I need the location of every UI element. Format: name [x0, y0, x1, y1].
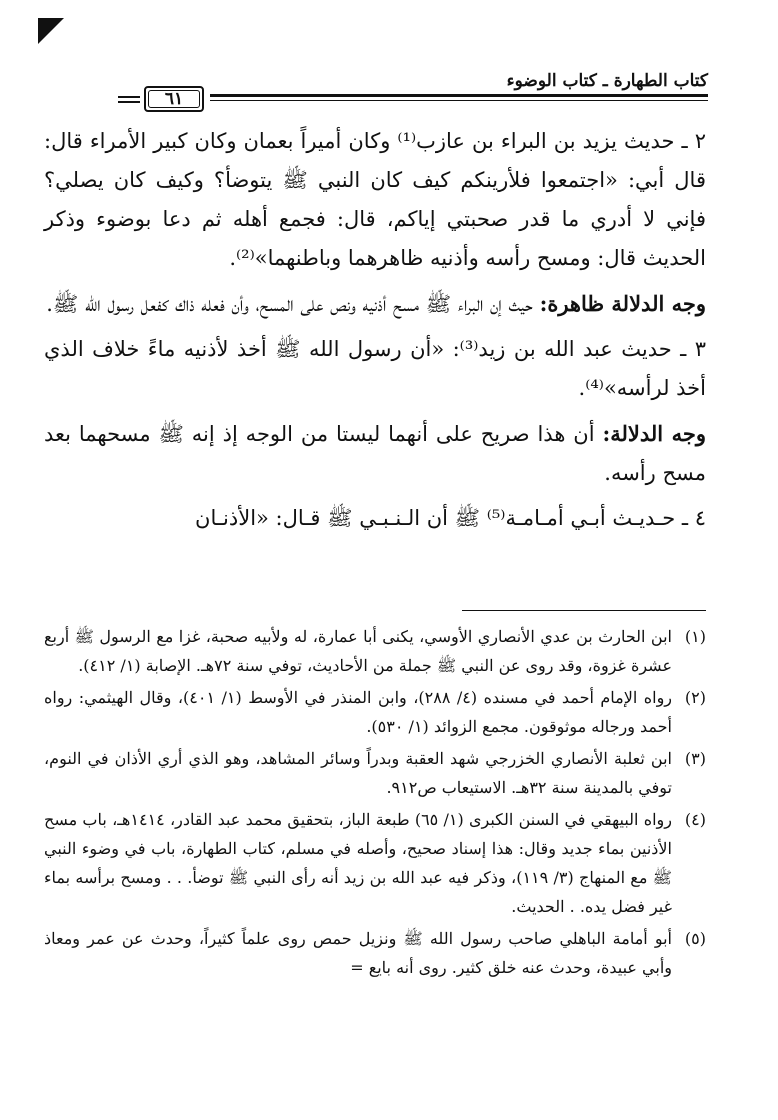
- hadith-2-paragraph: ٢ ـ حديث يزيد بن البراء بن عازب⁽¹⁾ وكان أميراً بعمان وكان كبير الأمراء قال: قال أبي: «اجتمعوا فلأرينكم كيف كان النبي ﷺ يتوضأ؟ وكيف كان يصلي؟ فإني لا أدري ما قدر صحبتي إياكم، قال: فجمع أهله ثم دعا بوضوء وذكر الحديث قال: ومسح رأسه وأذنيه ظاهرهما وباطنهما»⁽²⁾.: [44, 129, 706, 270]
- footnote-2: [44, 683, 706, 741]
- header-rule: [210, 94, 708, 101]
- indication-text-1: حيث إن البراء ﷺ مسح أذنيه ونص على المسح، وأن فعله ذاك كفعل رسول الله ﷺ.: [46, 292, 533, 316]
- indication-paragraph-2: [44, 414, 706, 493]
- indication-paragraph-1: [44, 284, 706, 324]
- footnote-5: [44, 924, 706, 982]
- footnote-text: ابن ثعلبة الأنصاري الخزرجي شهد العقبة وبدراً وسائر المشاهد، وهو الذي أري الأذان في النوم، توفي بالمدينة سنة ٣٢هـ. الاستيعاب ص٩١٢.: [44, 749, 672, 797]
- hadith-3-paragraph: ٣ ـ حديث عبد الله بن زيد⁽³⁾: «أن رسول الله ﷺ أخذ لأذنيه ماءً خلاف الذي أخذ لرأسه»⁽⁴⁾.: [44, 337, 706, 400]
- indication-label-2: وجه الدلالة:: [602, 421, 706, 446]
- footnote-separator: [462, 610, 706, 611]
- indication-text-2: أن هذا صريح على أنهما ليستا من الوجه إذ إنه ﷺ مسحهما بعد مسح رأسه.: [44, 422, 706, 485]
- footnote-number: (٢): [684, 688, 706, 707]
- page-number-frame: [118, 86, 210, 112]
- footnote-number: (١): [684, 627, 706, 646]
- footnote-4: [44, 805, 706, 921]
- page-number-inner-border: [148, 90, 200, 108]
- footnote-number: (٤): [684, 810, 706, 829]
- frame-left-line-2: [118, 101, 140, 103]
- footnote-number: (٣): [684, 749, 706, 768]
- footnote-3: [44, 744, 706, 802]
- corner-crop-mark: [38, 18, 64, 44]
- page-number: ٦١: [164, 89, 184, 109]
- footnote-text: ابن الحارث بن عدي الأنصاري الأوسي، يكنى أبا عمارة، له ولأبيه صحبة، غزا مع الرسول ﷺ أربع عشرة غزوة، وقد روى عن النبي ﷺ جملة من الأحاديث، توفي سنة ٧٢هـ. الإصابة (١/ ٤١٢).: [44, 627, 672, 675]
- footnotes-section: [44, 622, 706, 985]
- running-header-title: كتاب الطهارة ـ كتاب الوضوء: [506, 71, 708, 91]
- indication-label-1: وجه الدلالة ظاهرة:: [539, 291, 706, 316]
- footnote-text: رواه الإمام أحمد في مسنده (٤/ ٢٨٨)، وابن المنذر في الأوسط (١/ ٤٠١)، وقال الهيثمي: رواه أحمد ورجاله موثوقون. مجمع الزوائد (١/ ٥٣٠).: [44, 688, 673, 736]
- frame-left-line: [118, 96, 140, 98]
- footnote-text: أبو أمامة الباهلي صاحب رسول الله ﷺ ونزيل حمص روى علماً كثيراً، وحدث عن عمر ومعاذ وأبي عبيدة، وحدث عنه خلق كثير. روى أنه بايع =: [44, 929, 672, 977]
- main-body-text: [44, 122, 706, 544]
- page-number-box: [144, 86, 204, 112]
- hadith-4-paragraph: ٤ ـ حـديـث أبـي أمـامـة⁽⁵⁾ ﷺ أن الـنـبـي ﷺ قـال: «الأذنـان: [195, 506, 706, 530]
- footnote-text: رواه البيهقي في السنن الكبرى (١/ ٦٥) طبعة الباز، بتحقيق محمد عبد القادر، ١٤١٤هـ، باب مسح الأذنين بماء جديد وقال: هذا إسناد صحيح، وأصله في مسلم، كتاب الطهارة، باب في وضوء النبي ﷺ مع المنهاج (٣/ ١١٩)، وذكر فيه عبد الله بن زيد أنه رأى النبي ﷺ توضأ. . . ومسح برأسه بماء غير فضل يده. . الحديث.: [44, 810, 673, 916]
- footnote-number: (٥): [684, 929, 706, 948]
- footnote-1: [44, 622, 706, 680]
